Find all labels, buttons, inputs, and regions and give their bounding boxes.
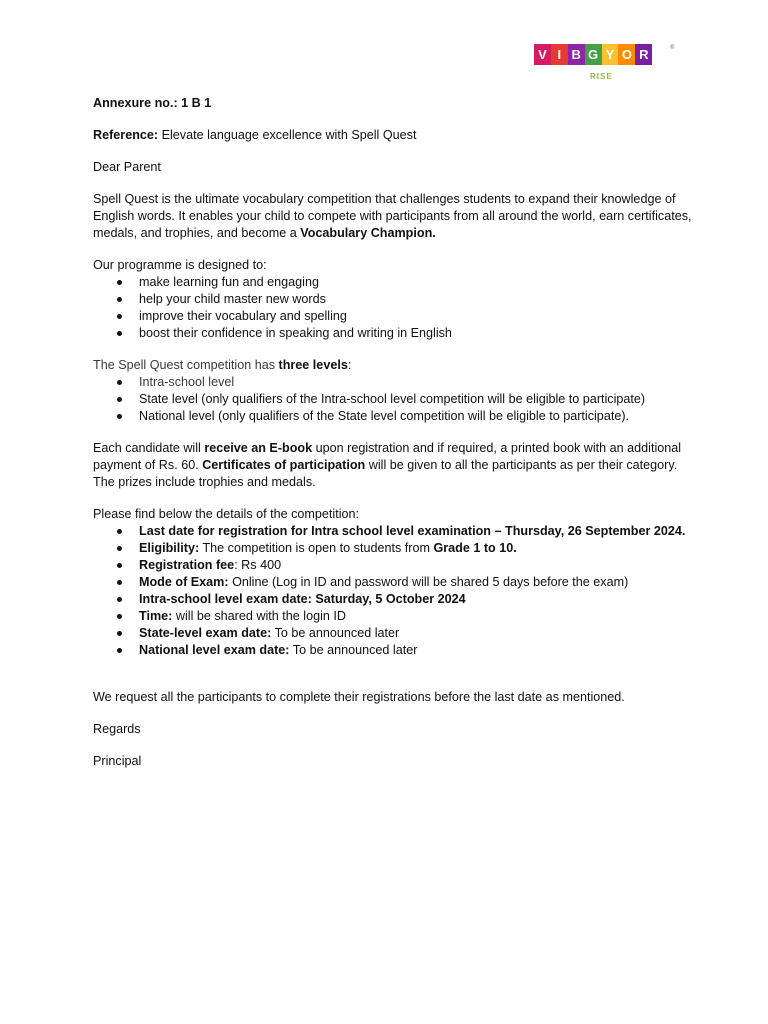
intro-bold: Vocabulary Champion. xyxy=(300,226,436,240)
logo-letter: O xyxy=(618,44,635,65)
list-item xyxy=(93,625,693,642)
programme-heading: Our programme is designed to: xyxy=(93,258,267,272)
list-item: Intra-school level xyxy=(93,374,693,391)
list-item: improve their vocabulary and spelling xyxy=(93,308,693,325)
details-heading: Please find below the details of the competition: xyxy=(93,507,360,521)
ebook-text-3: will be given to all the participants as per their category. The prizes include trophies and medals. xyxy=(93,458,678,489)
logo-letter: B xyxy=(568,44,585,65)
list-item: help your child master new words xyxy=(93,291,693,308)
logo-letter: G xyxy=(585,44,602,65)
list-item: National level (only qualifiers of the State level competition will be eligible to participate). xyxy=(93,408,693,425)
logo-letter: R xyxy=(635,44,652,65)
list-item xyxy=(93,642,693,659)
state-date-text: To be announced later xyxy=(271,626,400,640)
logo-letter: Y xyxy=(602,44,619,65)
levels-list xyxy=(93,374,693,425)
levels-heading xyxy=(93,357,693,374)
eligibility-label: Eligibility: xyxy=(139,541,200,555)
reference-text: Elevate language excellence with Spell Quest xyxy=(158,128,417,142)
mode-label: Mode of Exam: xyxy=(139,575,229,589)
ebook-bold-2: Certificates of participation xyxy=(202,458,366,472)
ebook-text-1: Each candidate will xyxy=(93,441,205,455)
ebook-paragraph xyxy=(93,440,693,491)
intro-text: Spell Quest is the ultimate vocabulary competition that challenges students to expand their knowledge of English words. It enables your child to compete with participants from all around the world, earn certificates, medals, and trophies, and become a xyxy=(93,192,692,240)
annexure-line xyxy=(93,95,693,112)
list-item xyxy=(93,557,693,574)
reference-line xyxy=(93,127,693,144)
programme-list xyxy=(93,274,693,342)
annexure-value: 1 B 1 xyxy=(181,96,212,110)
national-date-text: To be announced later xyxy=(289,643,418,657)
eligibility-end: . xyxy=(513,541,517,555)
levels-heading-bold: three levels xyxy=(278,358,348,372)
time-text: will be shared with the login ID xyxy=(172,609,346,623)
logo-letters xyxy=(534,44,674,65)
regards: Regards xyxy=(93,722,141,736)
list-item xyxy=(93,608,693,625)
list-item: Intra-school level exam date: Saturday, 5 October 2024 xyxy=(93,591,693,608)
logo-letter: V xyxy=(534,44,551,65)
national-date-label: National level exam date: xyxy=(139,643,290,657)
state-date-label: State-level exam date: xyxy=(139,626,272,640)
intro-paragraph xyxy=(93,191,693,242)
greeting: Dear Parent xyxy=(93,160,161,174)
list-item: Last date for registration for Intra school level examination – Thursday, 26 September 2024. xyxy=(93,523,693,540)
fee-text: : Rs 400 xyxy=(234,558,282,572)
eligibility-text: The competition is open to students from xyxy=(199,541,434,555)
annexure-label: Annexure no.: xyxy=(93,96,182,110)
letter-body xyxy=(93,95,693,770)
list-item: State level (only qualifiers of the Intra-school level competition will be eligible to participate) xyxy=(93,391,693,408)
vibgyor-logo xyxy=(534,44,674,80)
list-item xyxy=(93,574,693,591)
logo-letter: I xyxy=(551,44,568,65)
logo-registered-mark: ® xyxy=(670,45,675,51)
fee-label: Registration fee xyxy=(139,558,235,572)
levels-heading-text: The Spell Quest competition has xyxy=(93,358,279,372)
mode-text: Online (Log in ID and password will be shared 5 days before the exam) xyxy=(228,575,629,589)
levels-heading-end: : xyxy=(347,358,352,372)
list-item: boost their confidence in speaking and writing in English xyxy=(93,325,693,342)
reference-label: Reference: xyxy=(93,128,159,142)
logo-subtitle: RISE xyxy=(590,72,613,81)
list-item: make learning fun and engaging xyxy=(93,274,693,291)
time-label: Time: xyxy=(139,609,173,623)
ebook-text-2: upon registration and if required, a printed book with an additional payment of Rs. 60. xyxy=(93,441,682,472)
ebook-bold-1: receive an E-book xyxy=(204,441,313,455)
eligibility-grade: Grade 1 to 10 xyxy=(433,541,514,555)
list-item xyxy=(93,540,693,557)
signature: Principal xyxy=(93,754,142,768)
request-paragraph: We request all the participants to complete their registrations before the last date as mentioned. xyxy=(93,690,625,704)
details-list xyxy=(93,523,693,659)
